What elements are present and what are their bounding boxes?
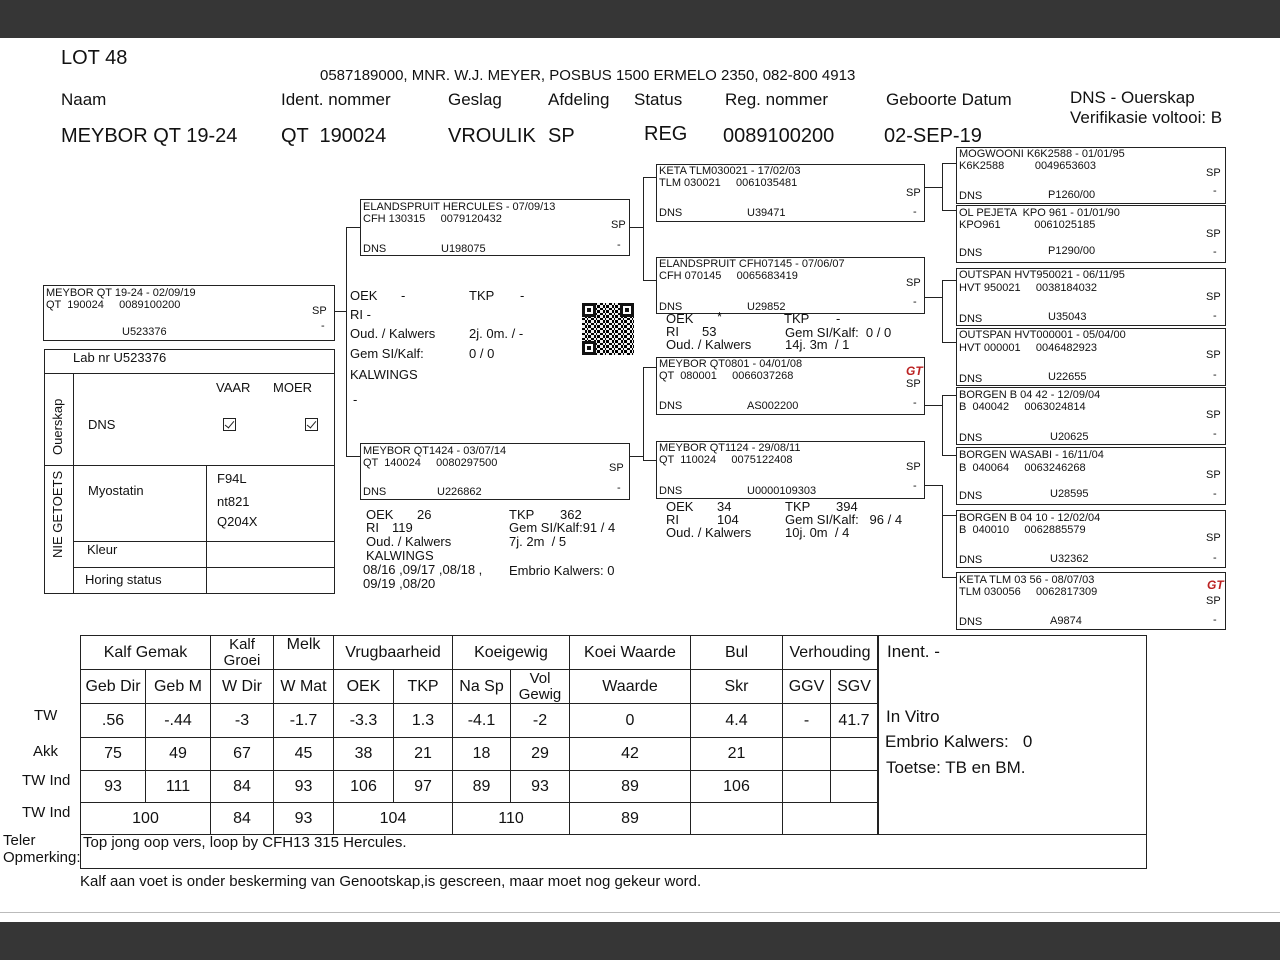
gp1-sp: SP xyxy=(906,187,921,199)
top-bar xyxy=(0,0,1280,38)
ggp-box xyxy=(956,328,1226,386)
connector xyxy=(942,455,956,456)
lab-nie-getoets: NIE GETOETS xyxy=(50,470,65,558)
ggp6-dns: DNS xyxy=(959,490,983,502)
col-header: Vol Gewig xyxy=(511,670,570,704)
connector xyxy=(643,177,657,178)
subject-line2: QT 190024 0089100200 xyxy=(46,299,181,311)
sire-id: U198075 xyxy=(441,243,486,255)
gp4-line1: MEYBOR QT1124 - 29/08/11 xyxy=(659,442,801,454)
akk-cell: 45 xyxy=(274,738,334,771)
gp2-oek-val: * xyxy=(717,309,723,324)
ggp1-dns: DNS xyxy=(959,190,983,202)
connector xyxy=(942,163,943,210)
connector xyxy=(334,311,346,312)
hdr-reg: Reg. nommer xyxy=(725,90,828,109)
akk-cell: 67 xyxy=(211,738,274,771)
ggp-box xyxy=(956,205,1226,263)
connector xyxy=(942,342,956,343)
ggp2-line2: KPO961 0061025185 xyxy=(959,219,1096,231)
twind2-cell xyxy=(691,803,783,835)
col-header: GGV xyxy=(783,670,831,704)
connector xyxy=(629,456,643,457)
dam-line2: QT 140024 0080297500 xyxy=(363,457,498,469)
gp3-line1: MEYBOR QT0801 - 04/01/08 xyxy=(659,358,803,370)
twind-cell: 111 xyxy=(146,771,211,803)
ggp6-line2: B 040064 0063246268 xyxy=(959,462,1086,474)
connector xyxy=(942,577,956,578)
ggp3-line1: OUTSPAN HVT950021 - 06/11/95 xyxy=(959,269,1125,281)
gp2-oek: OEK xyxy=(666,311,694,326)
akk-cell: 38 xyxy=(334,738,394,771)
divider xyxy=(73,465,335,466)
owner-info: 0587189000, MNR. W.J. MEYER, POSBUS 1500 ERMELO 2350, 082-800 4913 xyxy=(320,67,856,84)
gp4-dns: DNS xyxy=(659,485,683,497)
row-label-akk: Akk xyxy=(33,743,59,760)
subj-oud-val: 2j. 0m. / - xyxy=(469,326,524,341)
twind2-cell: 89 xyxy=(570,803,691,835)
col-header: W Dir xyxy=(211,670,274,704)
dam-oud-val: 7j. 2m / 5 xyxy=(509,534,567,549)
ggp8-line1: KETA TLM 03 56 - 08/07/03 xyxy=(959,574,1095,586)
ggp7-id: U32362 xyxy=(1050,553,1089,565)
hdr-geslag: Geslag xyxy=(448,90,502,109)
dns-title: DNS - Ouerskap xyxy=(1070,88,1195,107)
gp4-oek-val: 34 xyxy=(717,499,732,514)
subj-kalwings: KALWINGS xyxy=(350,367,418,382)
connector xyxy=(942,280,956,281)
gp2-tkp-val: - xyxy=(836,311,841,326)
sire-line1: ELANDSPRUIT HERCULES - 07/09/13 xyxy=(363,201,556,213)
gp4-ri-val: 104 xyxy=(717,512,739,527)
dam-oek-val: 26 xyxy=(417,507,432,522)
lab-horing: Horing status xyxy=(85,572,162,587)
group-header: Vrugbaarheid xyxy=(334,636,453,670)
gp3-sp: SP xyxy=(906,378,921,390)
tw-cell: -1.7 xyxy=(274,704,334,738)
akk-cell xyxy=(783,738,831,771)
twind-cell: 84 xyxy=(211,771,274,803)
gp3-dns: DNS xyxy=(659,400,683,412)
gp4-oud: Oud. / Kalwers xyxy=(666,525,752,540)
row-label-twind2: TW Ind xyxy=(22,804,71,821)
group-header: Koeigewig xyxy=(453,636,570,670)
col-header: Geb Dir xyxy=(81,670,146,704)
gp-box xyxy=(656,257,925,314)
tw-cell: 41.7 xyxy=(831,704,878,738)
ggp2-dash: - xyxy=(1213,246,1217,258)
ggp8-id: A9874 xyxy=(1050,615,1082,627)
ggp4-dash: - xyxy=(1213,369,1217,381)
gt-logo: GT xyxy=(1207,578,1224,592)
dns-verify: Verifikasie voltooi: B xyxy=(1070,108,1223,127)
sire-line2: CFH 130315 0079120432 xyxy=(363,213,502,225)
gp1-line1: KETA TLM030021 - 17/02/03 xyxy=(659,165,801,177)
akk-cell: 42 xyxy=(570,738,691,771)
akk-cell: 21 xyxy=(394,738,453,771)
group-header: Bul xyxy=(691,636,783,670)
animal-status: REG xyxy=(644,123,688,145)
gp4-line2: QT 110024 0075122408 xyxy=(659,454,793,466)
twind2-cell: 104 xyxy=(334,803,453,835)
hdr-ident: Ident. nommer xyxy=(281,90,391,109)
lab-ouerskap: Ouerskap xyxy=(50,398,65,455)
ggp5-line1: BORGEN B 04 42 - 12/09/04 xyxy=(959,389,1101,401)
dam-box xyxy=(360,443,630,500)
gp4-oud-val: 10j. 0m / 4 xyxy=(785,525,850,540)
animal-reg: 0089100200 xyxy=(723,125,835,147)
subj-gem: Gem SI/Kalf: xyxy=(350,346,424,361)
twind2-cell xyxy=(783,803,878,835)
akk-cell xyxy=(831,738,878,771)
ggp2-line1: OL PEJETA KPO 961 - 01/01/90 xyxy=(959,207,1120,219)
ggp-box xyxy=(956,387,1226,445)
gt-logo: GT xyxy=(906,364,923,378)
tw-cell: 4.4 xyxy=(691,704,783,738)
breeding-values-table xyxy=(80,635,878,835)
ggp6-dash: - xyxy=(1213,488,1217,500)
connector xyxy=(925,297,942,298)
subj-oek: OEK xyxy=(350,288,378,303)
divider xyxy=(73,373,74,594)
akk-cell: 21 xyxy=(691,738,783,771)
sire-dash: - xyxy=(617,239,621,251)
gp4-gem: Gem SI/Kalf: 96 / 4 xyxy=(785,512,903,527)
ggp1-dash: - xyxy=(1213,185,1217,197)
connector xyxy=(346,227,347,456)
tw-cell: -3.3 xyxy=(334,704,394,738)
group-header: Kalf Groei xyxy=(211,636,274,670)
connector xyxy=(942,210,956,211)
connector xyxy=(942,395,943,455)
myostatin-3: Q204X xyxy=(217,514,258,529)
connector xyxy=(942,280,943,342)
ggp4-dns: DNS xyxy=(959,373,983,385)
connector xyxy=(643,280,657,281)
connector xyxy=(346,456,361,457)
divider xyxy=(73,567,335,568)
ggp-box xyxy=(956,447,1226,505)
ggp4-id: U22655 xyxy=(1048,371,1087,383)
col-header: OEK xyxy=(334,670,394,704)
gp4-id: U0000109303 xyxy=(747,485,817,497)
tw-cell: 0 xyxy=(570,704,691,738)
hdr-naam: Naam xyxy=(61,90,107,109)
moer-checkbox xyxy=(305,418,318,431)
divider xyxy=(44,373,335,374)
connector xyxy=(942,485,943,515)
twind2-cell: 110 xyxy=(453,803,570,835)
tw-cell: 1.3 xyxy=(394,704,453,738)
twind-cell xyxy=(831,771,878,803)
gp3-line2: QT 080001 0066037268 xyxy=(659,370,794,382)
twind-cell xyxy=(783,771,831,803)
dam-embrio: Embrio Kalwers: 0 xyxy=(509,563,615,578)
ggp-box xyxy=(956,510,1226,568)
ggp6-line1: BORGEN WASABI - 16/11/04 xyxy=(959,449,1104,461)
subj-ri: RI - xyxy=(350,307,371,322)
ggp3-sp: SP xyxy=(1206,291,1221,303)
dam-oud: Oud. / Kalwers xyxy=(366,534,452,549)
ggp7-line1: BORGEN B 04 10 - 12/02/04 xyxy=(959,512,1101,524)
gp3-dash: - xyxy=(913,397,917,409)
ggp5-line2: B 040042 0063024814 xyxy=(959,401,1086,413)
lot-number: LOT 48 xyxy=(61,47,128,69)
gp1-line2: TLM 030021 0061035481 xyxy=(659,177,798,189)
lab-moer: MOER xyxy=(273,380,312,395)
lab-nr: Lab nr U523376 xyxy=(73,350,167,365)
col-header: SGV xyxy=(831,670,878,704)
gp2-sp: SP xyxy=(906,277,921,289)
hdr-status: Status xyxy=(634,90,683,109)
divider xyxy=(206,465,207,594)
ggp-box xyxy=(956,268,1226,326)
connector xyxy=(925,405,942,406)
ggp2-id: P1290/00 xyxy=(1048,245,1096,257)
ggp8-sp: SP xyxy=(1206,595,1221,607)
vaar-checkbox xyxy=(223,418,236,431)
subj-tkp-val: - xyxy=(520,288,525,303)
twind-cell: 106 xyxy=(691,771,783,803)
ggp-box xyxy=(956,147,1226,204)
col-header: Waarde xyxy=(570,670,691,704)
gp4-oek: OEK xyxy=(666,499,694,514)
dam-kalwings-1: 08/16 ,09/17 ,08/18 , xyxy=(363,562,483,577)
col-header: TKP xyxy=(394,670,453,704)
twind-cell: 93 xyxy=(81,771,146,803)
hdr-geboorte: Geboorte Datum xyxy=(886,90,1012,109)
gp4-ri: RI xyxy=(666,512,679,527)
gp1-dns: DNS xyxy=(659,207,683,219)
bottom-divider xyxy=(0,912,1280,913)
ggp7-sp: SP xyxy=(1206,532,1221,544)
ggp5-sp: SP xyxy=(1206,409,1221,421)
ggp2-sp: SP xyxy=(1206,228,1221,240)
twind-cell: 89 xyxy=(570,771,691,803)
connector xyxy=(942,515,956,516)
divider xyxy=(44,465,73,466)
ggp7-line2: B 040010 0062885579 xyxy=(959,524,1086,536)
col-header: W Mat xyxy=(274,670,334,704)
sire-box xyxy=(360,199,630,256)
connector xyxy=(925,485,942,486)
lab-myostatin: Myostatin xyxy=(88,483,144,498)
ggp7-dash: - xyxy=(1213,552,1217,564)
twind2-cell: 100 xyxy=(81,803,211,835)
ggp5-dash: - xyxy=(1213,428,1217,440)
connector xyxy=(629,227,643,228)
connector xyxy=(942,515,943,577)
subject-sp: SP xyxy=(312,305,327,317)
myostatin-1: F94L xyxy=(217,471,247,486)
subject-dash: - xyxy=(321,320,325,332)
row-label-tw: TW xyxy=(34,707,58,724)
row-label-twind: TW Ind xyxy=(22,772,71,789)
tw-cell: -2 xyxy=(511,704,570,738)
remark-text: Top jong oop vers, loop by CFH13 315 Hercules. xyxy=(83,834,407,851)
gp1-id: U39471 xyxy=(747,207,786,219)
lab-dns: DNS xyxy=(88,417,116,432)
connector xyxy=(925,187,942,188)
gp4-tkp-val: 394 xyxy=(836,499,858,514)
ggp2-dns: DNS xyxy=(959,247,983,259)
teler-label: Teler xyxy=(3,832,36,849)
twind2-cell: 84 xyxy=(211,803,274,835)
dam-ri: RI xyxy=(366,520,379,535)
myostatin-2: nt821 xyxy=(217,494,250,509)
dam-line1: MEYBOR QT1424 - 03/07/14 xyxy=(363,445,507,457)
gp4-sp: SP xyxy=(906,461,921,473)
gp-box xyxy=(656,164,925,222)
gp2-oud-val: 14j. 3m / 1 xyxy=(785,337,850,352)
subj-tkp: TKP xyxy=(469,288,495,303)
ggp4-line1: OUTSPAN HVT000001 - 05/04/00 xyxy=(959,329,1126,341)
gp4-tkp: TKP xyxy=(785,499,811,514)
connector xyxy=(346,227,361,228)
tw-cell: .56 xyxy=(81,704,146,738)
side-toetse: Toetse: TB en BM. xyxy=(886,758,1026,777)
tw-cell: -4.1 xyxy=(453,704,511,738)
ggp3-dns: DNS xyxy=(959,313,983,325)
animal-geboorte: 02-SEP-19 xyxy=(884,125,982,147)
qr-code xyxy=(582,303,634,355)
ggp5-id: U20625 xyxy=(1050,431,1089,443)
animal-geslag: VROULIK xyxy=(448,125,536,147)
ggp-box xyxy=(956,572,1226,630)
twind2-cell: 93 xyxy=(274,803,334,835)
group-header: Melk xyxy=(274,636,334,670)
tw-cell: -.44 xyxy=(146,704,211,738)
sire-sp: SP xyxy=(611,219,626,231)
gp2-line2: CFH 070145 0065683419 xyxy=(659,270,798,282)
akk-cell: 75 xyxy=(81,738,146,771)
gp1-dash: - xyxy=(913,206,917,218)
group-header: Koei Waarde xyxy=(570,636,691,670)
tw-cell: -3 xyxy=(211,704,274,738)
side-embrio: Embrio Kalwers: 0 xyxy=(885,732,1033,751)
animal-ident: QT 190024 xyxy=(281,125,387,147)
dam-gem: Gem SI/Kalf:91 / 4 xyxy=(509,520,616,535)
dam-kalwings: KALWINGS xyxy=(366,548,434,563)
lab-vaar: VAAR xyxy=(216,380,251,395)
ggp1-sp: SP xyxy=(1206,167,1221,179)
col-header: Geb M xyxy=(146,670,211,704)
ggp6-id: U28595 xyxy=(1050,488,1089,500)
subject-line1: MEYBOR QT 19-24 - 02/09/19 xyxy=(46,287,196,299)
lab-kleur: Kleur xyxy=(87,542,118,557)
twind-cell: 93 xyxy=(511,771,570,803)
ggp7-dns: DNS xyxy=(959,554,983,566)
animal-naam: MEYBOR QT 19-24 xyxy=(61,125,238,147)
ggp1-id: P1260/00 xyxy=(1048,189,1096,201)
dam-kalwings-2: 09/19 ,08/20 xyxy=(363,576,436,591)
gp2-tkp: TKP xyxy=(784,311,810,326)
gp4-dash: - xyxy=(913,480,917,492)
tw-cell: - xyxy=(783,704,831,738)
twind-cell: 97 xyxy=(394,771,453,803)
ggp1-line2: K6K2588 0049653603 xyxy=(959,160,1097,172)
ggp3-id: U35043 xyxy=(1048,311,1087,323)
gp2-gem: Gem SI/Kalf: 0 / 0 xyxy=(785,325,892,340)
gp2-line1: ELANDSPRUIT CFH07145 - 07/06/07 xyxy=(659,258,845,270)
ggp6-sp: SP xyxy=(1206,469,1221,481)
ggp3-dash: - xyxy=(1213,310,1217,322)
footnote: Kalf aan voet is onder beskerming van Genootskap,is gescreen, maar moet nog gekeur word. xyxy=(80,873,702,890)
sire-dns: DNS xyxy=(363,243,387,255)
subj-oud: Oud. / Kalwers xyxy=(350,326,436,341)
dam-dash: - xyxy=(617,482,621,494)
gp2-dns: DNS xyxy=(659,301,683,313)
twind-cell: 89 xyxy=(453,771,511,803)
animal-afdeling: SP xyxy=(548,125,575,147)
ggp8-dash: - xyxy=(1213,614,1217,626)
gp2-ri-val: 53 xyxy=(702,324,717,339)
ggp3-line2: HVT 950021 0038184032 xyxy=(959,282,1098,294)
bottom-bar xyxy=(0,922,1280,960)
gp2-ri: RI xyxy=(666,324,679,339)
akk-cell: 29 xyxy=(511,738,570,771)
connector xyxy=(942,163,956,164)
subj-oek-val: - xyxy=(401,288,406,303)
connector xyxy=(643,460,657,461)
gp3-id: AS002200 xyxy=(747,400,799,412)
side-inent: Inent. - xyxy=(887,642,940,661)
connector xyxy=(942,395,956,396)
subj-gem-val: 0 / 0 xyxy=(469,346,495,361)
ggp4-sp: SP xyxy=(1206,349,1221,361)
ggp5-dns: DNS xyxy=(959,432,983,444)
gp2-oud: Oud. / Kalwers xyxy=(666,337,752,352)
opmerking-label: Opmerking: xyxy=(3,849,81,866)
connector xyxy=(643,177,644,280)
subj-kalwings-val: - xyxy=(353,392,358,407)
ggp8-line2: TLM 030056 0062817309 xyxy=(959,586,1098,598)
dam-tkp: TKP xyxy=(509,507,535,522)
dam-oek: OEK xyxy=(366,507,394,522)
gp2-id: U29852 xyxy=(747,301,786,313)
subject-id: U523376 xyxy=(122,326,167,338)
ggp8-dns: DNS xyxy=(959,616,983,628)
akk-cell: 18 xyxy=(453,738,511,771)
group-header: Verhouding xyxy=(783,636,878,670)
dam-ri-val: 119 xyxy=(392,520,413,535)
ggp1-line1: MOGWOONI K6K2588 - 01/01/95 xyxy=(959,148,1125,160)
hdr-afdeling: Afdeling xyxy=(548,90,610,109)
gp-box xyxy=(656,357,925,415)
side-vitro: In Vitro xyxy=(886,707,940,726)
dam-sp: SP xyxy=(609,462,624,474)
twind-cell: 106 xyxy=(334,771,394,803)
gp2-dash: - xyxy=(913,296,917,308)
connector xyxy=(643,367,657,368)
dam-dns: DNS xyxy=(363,486,387,498)
subject-pedigree-box xyxy=(43,285,335,341)
dam-id: U226862 xyxy=(437,486,482,498)
dam-tkp-val: 362 xyxy=(560,507,582,522)
twind-cell: 93 xyxy=(274,771,334,803)
connector xyxy=(643,367,644,460)
col-header: Na Sp xyxy=(453,670,511,704)
akk-cell: 49 xyxy=(146,738,211,771)
group-header: Kalf Gemak xyxy=(81,636,211,670)
col-header: Skr xyxy=(691,670,783,704)
ggp4-line2: HVT 000001 0046482923 xyxy=(959,342,1098,354)
gp-box xyxy=(656,441,925,499)
